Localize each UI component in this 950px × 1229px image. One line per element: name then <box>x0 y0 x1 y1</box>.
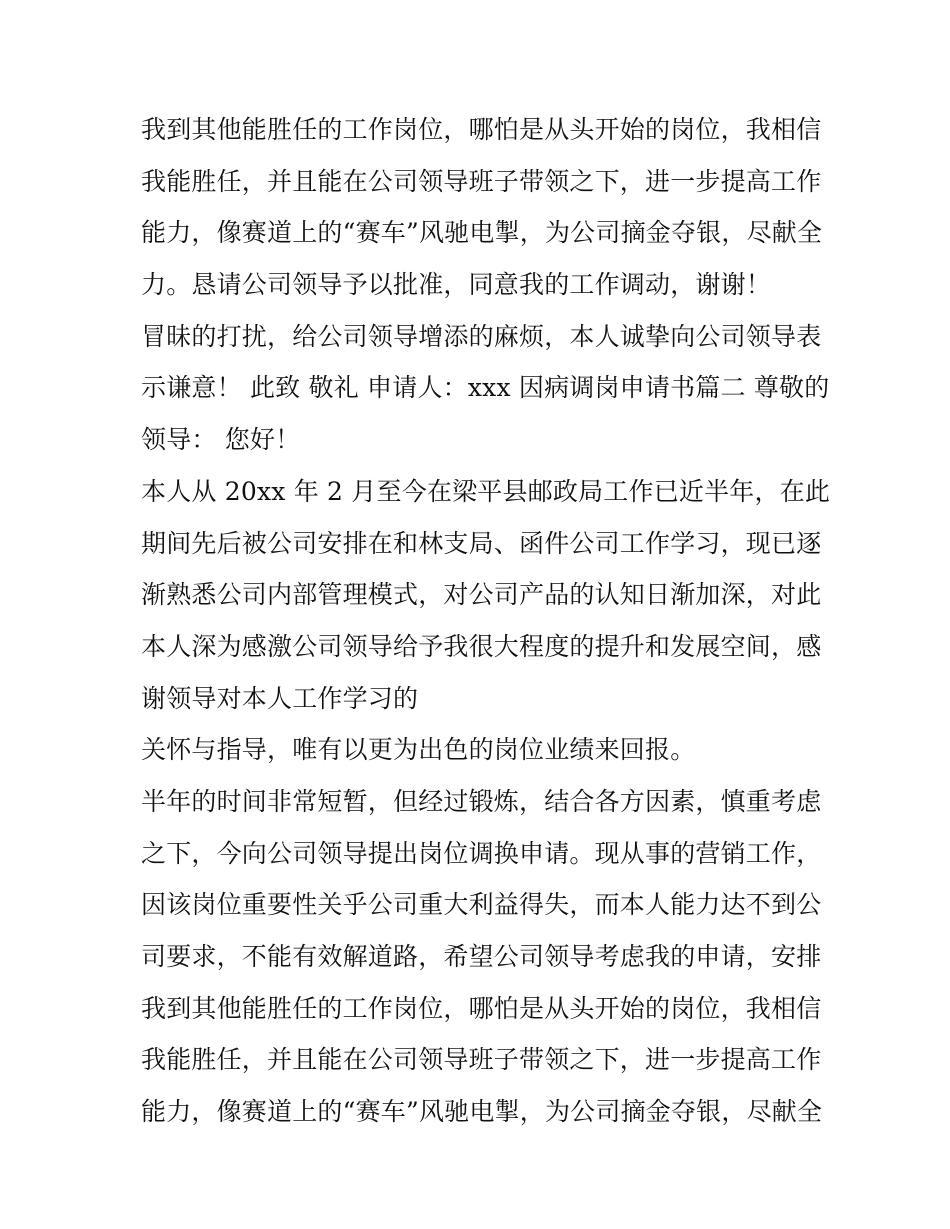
text-line: 示谦意！ 此致 敬礼 申请人：xxx 因病调岗申请书篇二 尊敬的 <box>141 373 830 403</box>
text-line: 力。恳请公司领导予以批准，同意我的工作调动，谢谢！ <box>141 270 772 300</box>
text-line: 领导： 您好！ <box>141 425 301 455</box>
text-line: 本人深为感激公司领导给予我很大程度的提升和发展空间，感 <box>141 631 822 661</box>
text-line: 冒昧的打扰，给公司领导增添的麻烦，本人诚挚向公司领导表 <box>141 321 822 351</box>
text-line: 我能胜任，并且能在公司领导班子带领之下，进一步提高工作 <box>141 1045 822 1075</box>
document-body <box>141 104 831 1138</box>
text-line: 我到其他能胜任的工作岗位，哪怕是从头开始的岗位，我相信 <box>141 115 822 144</box>
text-line: 半年的时间非常短暂，但经过锻炼，结合各方因素，慎重考虑 <box>141 786 822 816</box>
text-line: 能力，像赛道上的“赛车”风驰电掣，为公司摘金夺银，尽献全 <box>141 1097 823 1127</box>
text-line: 我到其他能胜任的工作岗位，哪怕是从头开始的岗位，我相信 <box>141 993 822 1023</box>
text-line: 因该岗位重要性关乎公司重大利益得失，而本人能力达不到公 <box>141 890 822 920</box>
text-line: 谢领导对本人工作学习的 <box>141 683 419 713</box>
text-line: 渐熟悉公司内部管理模式，对公司产品的认知日渐加深，对此 <box>141 580 822 610</box>
text-line: 我能胜任，并且能在公司领导班子带领之下，进一步提高工作 <box>141 166 822 196</box>
text-line: 能力，像赛道上的“赛车”风驰电掣，为公司摘金夺银，尽献全 <box>141 218 823 248</box>
text-line: 关怀与指导，唯有以更为出色的岗位业绩来回报。 <box>141 735 696 765</box>
text-line: 期间先后被公司安排在和林支局、函件公司工作学习，现已逐 <box>141 528 822 558</box>
text-line: 之下，今向公司领导提出岗位调换申请。现从事的营销工作， <box>141 838 822 868</box>
text-line: 司要求，不能有效解道路，希望公司领导考虑我的申请，安排 <box>141 942 822 971</box>
text-line: 本人从 20xx 年 2 月至今在梁平县邮政局工作已近半年，在此 <box>141 476 831 506</box>
